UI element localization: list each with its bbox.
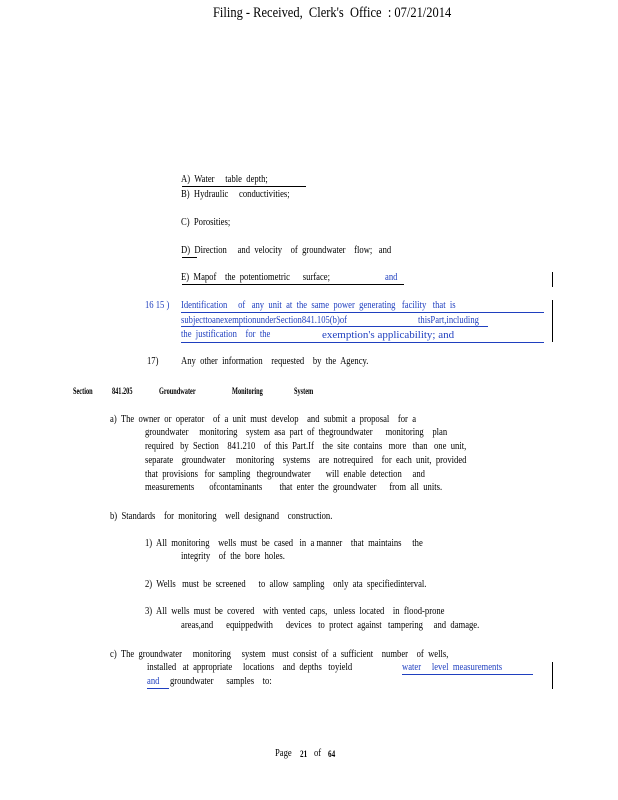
section-label: Section <box>73 386 93 396</box>
para-a-line3: required by Section 841.210 of this Part.If the site contains more than one unit, <box>145 441 467 452</box>
b-item-1-line2: integrity of the bore holes. <box>181 551 285 562</box>
para-c-line3b: groundwater samples to: <box>170 676 272 687</box>
underline-e <box>182 284 404 285</box>
list-item-e: E) Mapof the potentiometric surface; <box>181 272 331 283</box>
change-bar <box>552 272 553 287</box>
list-item-d: D) Direction and velocity of groundwater flow; and <box>181 245 392 256</box>
item17-number: 17) <box>147 356 159 367</box>
para-b: b) Standards for monitoring well designand construction. <box>110 511 333 522</box>
item16-line2a: subjecttoanexemptionunderSection841.105(b)of <box>181 315 347 326</box>
item16-line2b: thisPart,including <box>418 315 479 326</box>
para-c-underline3 <box>147 688 169 689</box>
item16-line3a: the justification for the <box>181 329 271 340</box>
item16-underline3 <box>181 342 544 343</box>
list-item-c: C) Porosities; <box>181 217 231 228</box>
para-a-line6: measurements ofcontaminants that enter the groundwater from all units. <box>145 482 443 493</box>
filing-header: Filing - Received, Clerk's Office : 07/21/2014 <box>213 5 452 21</box>
footer-total-pages: 64 <box>328 749 336 759</box>
b-item-3-line2: areas,and equippedwith devices to protect against tampering and damage. <box>181 620 480 631</box>
list-item-b: B) Hydraulic conductivities; <box>181 189 290 200</box>
change-bar <box>552 300 553 342</box>
section-word-1: Groundwater <box>159 386 196 396</box>
section-number: 841.205 <box>112 386 133 396</box>
item16-underline2 <box>181 326 488 327</box>
item17-text: Any other information requested by the Agency. <box>181 356 369 367</box>
underline-a <box>182 186 306 187</box>
para-c-line2b: water level measurements <box>402 662 503 673</box>
para-a-line2: groundwater monitoring system asa part of thegroundwater monitoring plan <box>145 427 448 438</box>
underline-d <box>182 257 197 258</box>
item16-number: 16 15 ) <box>145 300 170 311</box>
b-item-2: 2) Wells must be screened to allow sampling only ata specifiedinterval. <box>145 579 427 590</box>
para-c-line3a: and <box>147 676 160 687</box>
section-word-2: Monitoring <box>232 386 263 396</box>
change-bar <box>552 662 553 689</box>
footer-page-label: Page <box>275 748 292 759</box>
section-word-3: System <box>294 386 314 396</box>
item16-line1: Identification of any unit at the same power generating facility that is <box>181 300 456 311</box>
b-item-3-line1: 3) All wells must be covered with vented caps, unless located in flood-prone <box>145 606 445 617</box>
item16-underline1 <box>181 312 544 313</box>
item16-line3b: exemption's applicability; and <box>322 329 455 341</box>
para-a-line1: a) The owner or operator of a unit must develop and submit a proposal for a <box>110 414 417 425</box>
para-c-underline2 <box>402 674 533 675</box>
list-item-a: A) Water table depth; <box>181 174 268 185</box>
b-item-1-line1: 1) All monitoring wells must be cased in a manner that maintains the <box>145 538 423 549</box>
para-c-line2a: installed at appropriate locations and depths toyield <box>147 662 353 673</box>
footer-of: of <box>314 748 322 759</box>
list-item-e-tail: and <box>385 272 398 283</box>
para-c-line1: c) The groundwater monitoring system must consist of a sufficient number of wells, <box>110 649 449 660</box>
para-a-line4: separate groundwater monitoring systems are notrequired for each unit, provided <box>145 455 467 466</box>
footer-page-number: 21 <box>300 749 308 759</box>
para-a-line5: that provisions for sampling thegroundwater will enable detection and <box>145 469 425 480</box>
